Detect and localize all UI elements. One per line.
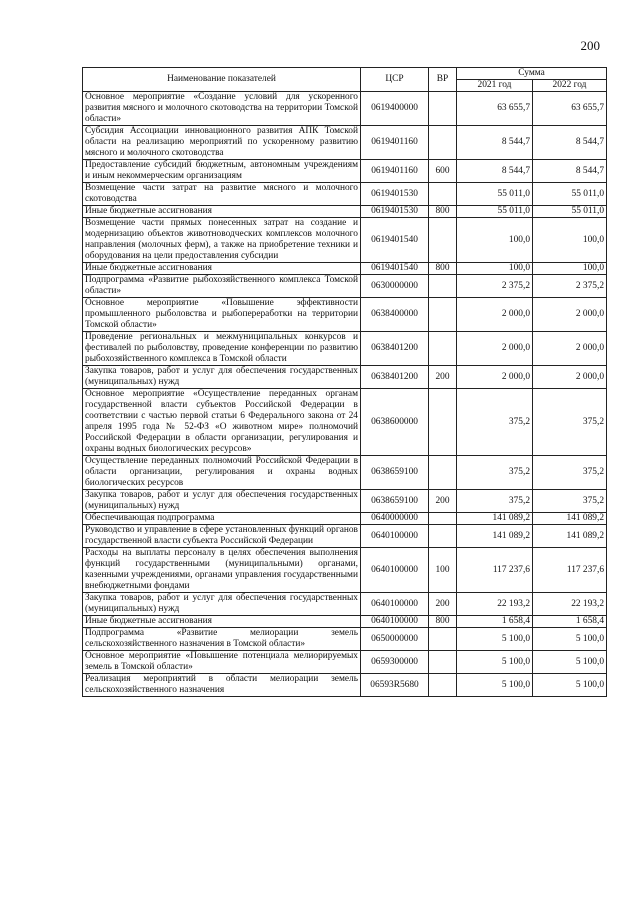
row-vr bbox=[429, 456, 457, 490]
row-name: Возмещение части затрат на развитие мясного и молочного скотоводства bbox=[83, 183, 361, 206]
row-vr: 800 bbox=[429, 616, 457, 628]
row-sum-2022: 100,0 bbox=[533, 263, 607, 275]
row-sum-2022: 141 089,2 bbox=[533, 525, 607, 548]
row-name: Возмещение части прямых понесенных затрат на создание и модернизацию объектов животноводческих комплексов молочного направления (молочных ферм), а также на приобретение техники и оборудования на цели предоставления субсидии bbox=[83, 218, 361, 263]
row-sum-2022: 2 000,0 bbox=[533, 366, 607, 389]
row-sum-2022: 375,2 bbox=[533, 490, 607, 513]
table-row bbox=[83, 593, 607, 616]
row-csr: 0638659100 bbox=[361, 456, 429, 490]
row-sum-2021: 117 237,6 bbox=[457, 548, 533, 593]
row-name: Закупка товаров, работ и услуг для обеспечения государственных (муниципальных) нужд bbox=[83, 490, 361, 513]
row-sum-2022: 117 237,6 bbox=[533, 548, 607, 593]
row-sum-2022: 375,2 bbox=[533, 389, 607, 456]
row-vr bbox=[429, 126, 457, 160]
row-sum-2021: 63 655,7 bbox=[457, 92, 533, 126]
row-name: Обеспечивающая подпрограмма bbox=[83, 513, 361, 525]
row-name: Предоставление субсидий бюджетным, автономным учреждениям и иным некоммерческим организациям bbox=[83, 160, 361, 183]
row-name: Расходы на выплаты персоналу в целях обеспечения выполнения функций государственными (муниципальными) органами, казенными учреждениями, органами управления государственными внебюджетными фондами bbox=[83, 548, 361, 593]
row-sum-2021: 100,0 bbox=[457, 218, 533, 263]
row-vr bbox=[429, 628, 457, 651]
row-vr bbox=[429, 389, 457, 456]
row-sum-2021: 2 000,0 bbox=[457, 298, 533, 332]
table-row bbox=[83, 628, 607, 651]
row-sum-2022: 5 100,0 bbox=[533, 628, 607, 651]
row-csr: 0638401200 bbox=[361, 366, 429, 389]
table-row bbox=[83, 513, 607, 525]
row-sum-2022: 63 655,7 bbox=[533, 92, 607, 126]
row-vr bbox=[429, 525, 457, 548]
budget-table bbox=[82, 67, 607, 697]
row-csr: 0640100000 bbox=[361, 525, 429, 548]
row-csr: 0640100000 bbox=[361, 548, 429, 593]
row-name: Иные бюджетные ассигнования bbox=[83, 263, 361, 275]
row-sum-2021: 2 000,0 bbox=[457, 366, 533, 389]
row-csr: 0619401160 bbox=[361, 160, 429, 183]
row-name: Подпрограмма «Развитие рыбохозяйственного комплекса Томской области» bbox=[83, 275, 361, 298]
header-2022: 2022 год bbox=[533, 80, 607, 92]
table-row bbox=[83, 616, 607, 628]
table-row bbox=[83, 298, 607, 332]
row-csr: 0640100000 bbox=[361, 593, 429, 616]
row-vr bbox=[429, 275, 457, 298]
row-sum-2022: 5 100,0 bbox=[533, 674, 607, 697]
table-row bbox=[83, 92, 607, 126]
table-body bbox=[83, 92, 607, 697]
row-sum-2022: 1 658,4 bbox=[533, 616, 607, 628]
row-name: Иные бюджетные ассигнования bbox=[83, 616, 361, 628]
header-sum: Сумма bbox=[457, 68, 607, 80]
row-csr: 0619400000 bbox=[361, 92, 429, 126]
row-sum-2022: 55 011,0 bbox=[533, 183, 607, 206]
row-sum-2022: 141 089,2 bbox=[533, 513, 607, 525]
table-row bbox=[83, 366, 607, 389]
row-sum-2021: 375,2 bbox=[457, 389, 533, 456]
row-name: Проведение региональных и межмуниципальных конкурсов и фестивалей по рыболовству, проведение конференции по развитию рыбохозяйственного комплекса в Томской области bbox=[83, 332, 361, 366]
table-row bbox=[83, 389, 607, 456]
row-sum-2021: 100,0 bbox=[457, 263, 533, 275]
row-sum-2022: 8 544,7 bbox=[533, 160, 607, 183]
row-name: Закупка товаров, работ и услуг для обеспечения государственных (муниципальных) нужд bbox=[83, 593, 361, 616]
row-vr bbox=[429, 332, 457, 366]
table-row bbox=[83, 332, 607, 366]
row-vr: 200 bbox=[429, 366, 457, 389]
row-name: Подпрограмма «Развитие мелиорации земель сельскохозяйственного назначения в Томской области» bbox=[83, 628, 361, 651]
row-vr bbox=[429, 513, 457, 525]
row-sum-2022: 8 544,7 bbox=[533, 126, 607, 160]
row-sum-2021: 5 100,0 bbox=[457, 628, 533, 651]
table-row bbox=[83, 183, 607, 206]
row-vr bbox=[429, 674, 457, 697]
row-name: Основное мероприятие «Повышение эффективности промышленного рыболовства и рыбопереработки на территории Томской области» bbox=[83, 298, 361, 332]
row-sum-2021: 5 100,0 bbox=[457, 651, 533, 674]
row-csr: 0640000000 bbox=[361, 513, 429, 525]
row-sum-2021: 2 375,2 bbox=[457, 275, 533, 298]
row-name: Закупка товаров, работ и услуг для обеспечения государственных (муниципальных) нужд bbox=[83, 366, 361, 389]
row-csr: 0619401540 bbox=[361, 263, 429, 275]
row-sum-2021: 1 658,4 bbox=[457, 616, 533, 628]
row-sum-2021: 55 011,0 bbox=[457, 183, 533, 206]
row-vr bbox=[429, 92, 457, 126]
row-sum-2021: 22 193,2 bbox=[457, 593, 533, 616]
table-row bbox=[83, 548, 607, 593]
row-sum-2021: 141 089,2 bbox=[457, 525, 533, 548]
table-row bbox=[83, 126, 607, 160]
table-row bbox=[83, 651, 607, 674]
page-number: 200 bbox=[580, 38, 600, 53]
row-sum-2022: 2 000,0 bbox=[533, 298, 607, 332]
row-name: Субсидия Ассоциации инновационного развития АПК Томской области на реализацию мероприятий по ускоренному развитию мясного и молочного скотоводства bbox=[83, 126, 361, 160]
row-sum-2021: 2 000,0 bbox=[457, 332, 533, 366]
row-vr: 600 bbox=[429, 160, 457, 183]
row-csr: 0638401200 bbox=[361, 332, 429, 366]
row-sum-2022: 375,2 bbox=[533, 456, 607, 490]
row-vr bbox=[429, 298, 457, 332]
row-vr: 800 bbox=[429, 206, 457, 218]
row-name: Основное мероприятие «Создание условий для ускоренного развития мясного и молочного скотоводства на территории Томской области» bbox=[83, 92, 361, 126]
row-sum-2021: 5 100,0 bbox=[457, 674, 533, 697]
table-row bbox=[83, 160, 607, 183]
row-sum-2022: 55 011,0 bbox=[533, 206, 607, 218]
header-vr: ВР bbox=[429, 68, 457, 92]
header-2021: 2021 год bbox=[457, 80, 533, 92]
row-name: Основное мероприятие «Осуществление переданных органам государственной власти субъектов Российской Федерации в соответствии с частью первой статьи 6 Федерального закона от 24 апреля 1995 года № 52-ФЗ «О животном мире» полномочий Российской Федерации в области организации, регулирования и охраны водных биологических ресурсов» bbox=[83, 389, 361, 456]
table-row bbox=[83, 275, 607, 298]
table-row bbox=[83, 525, 607, 548]
row-csr: 0619401540 bbox=[361, 218, 429, 263]
row-vr bbox=[429, 218, 457, 263]
row-name: Реализация мероприятий в области мелиорации земель сельскохозяйственного назначения bbox=[83, 674, 361, 697]
row-csr: 0630000000 bbox=[361, 275, 429, 298]
row-sum-2021: 8 544,7 bbox=[457, 126, 533, 160]
row-csr: 0638659100 bbox=[361, 490, 429, 513]
table-row bbox=[83, 206, 607, 218]
header-name: Наименование показателей bbox=[83, 68, 361, 92]
row-sum-2022: 2 000,0 bbox=[533, 332, 607, 366]
row-sum-2021: 375,2 bbox=[457, 456, 533, 490]
row-vr: 100 bbox=[429, 548, 457, 593]
row-sum-2022: 100,0 bbox=[533, 218, 607, 263]
row-vr bbox=[429, 651, 457, 674]
table-row bbox=[83, 456, 607, 490]
row-csr: 0619401530 bbox=[361, 183, 429, 206]
row-csr: 06593R5680 bbox=[361, 674, 429, 697]
row-csr: 0659300000 bbox=[361, 651, 429, 674]
row-vr: 200 bbox=[429, 593, 457, 616]
row-csr: 0638400000 bbox=[361, 298, 429, 332]
row-sum-2022: 2 375,2 bbox=[533, 275, 607, 298]
table-row bbox=[83, 263, 607, 275]
header-csr: ЦСР bbox=[361, 68, 429, 92]
row-csr: 0619401530 bbox=[361, 206, 429, 218]
row-sum-2021: 8 544,7 bbox=[457, 160, 533, 183]
row-csr: 0650000000 bbox=[361, 628, 429, 651]
row-csr: 0640100000 bbox=[361, 616, 429, 628]
table-row bbox=[83, 674, 607, 697]
table-row bbox=[83, 490, 607, 513]
row-name: Основное мероприятие «Повышение потенциала мелиорируемых земель в Томской области» bbox=[83, 651, 361, 674]
row-sum-2021: 141 089,2 bbox=[457, 513, 533, 525]
table-row bbox=[83, 218, 607, 263]
row-name: Осуществление переданных полномочий Российской Федерации в области организации, регулирования и охраны водных биологических ресурсов bbox=[83, 456, 361, 490]
row-vr: 200 bbox=[429, 490, 457, 513]
row-sum-2021: 55 011,0 bbox=[457, 206, 533, 218]
row-vr bbox=[429, 183, 457, 206]
row-sum-2021: 375,2 bbox=[457, 490, 533, 513]
row-name: Руководство и управление в сфере установленных функций органов государственной власти субъекта Российской Федерации bbox=[83, 525, 361, 548]
row-sum-2022: 22 193,2 bbox=[533, 593, 607, 616]
row-name: Иные бюджетные ассигнования bbox=[83, 206, 361, 218]
row-csr: 0638600000 bbox=[361, 389, 429, 456]
row-sum-2022: 5 100,0 bbox=[533, 651, 607, 674]
row-csr: 0619401160 bbox=[361, 126, 429, 160]
row-vr: 800 bbox=[429, 263, 457, 275]
